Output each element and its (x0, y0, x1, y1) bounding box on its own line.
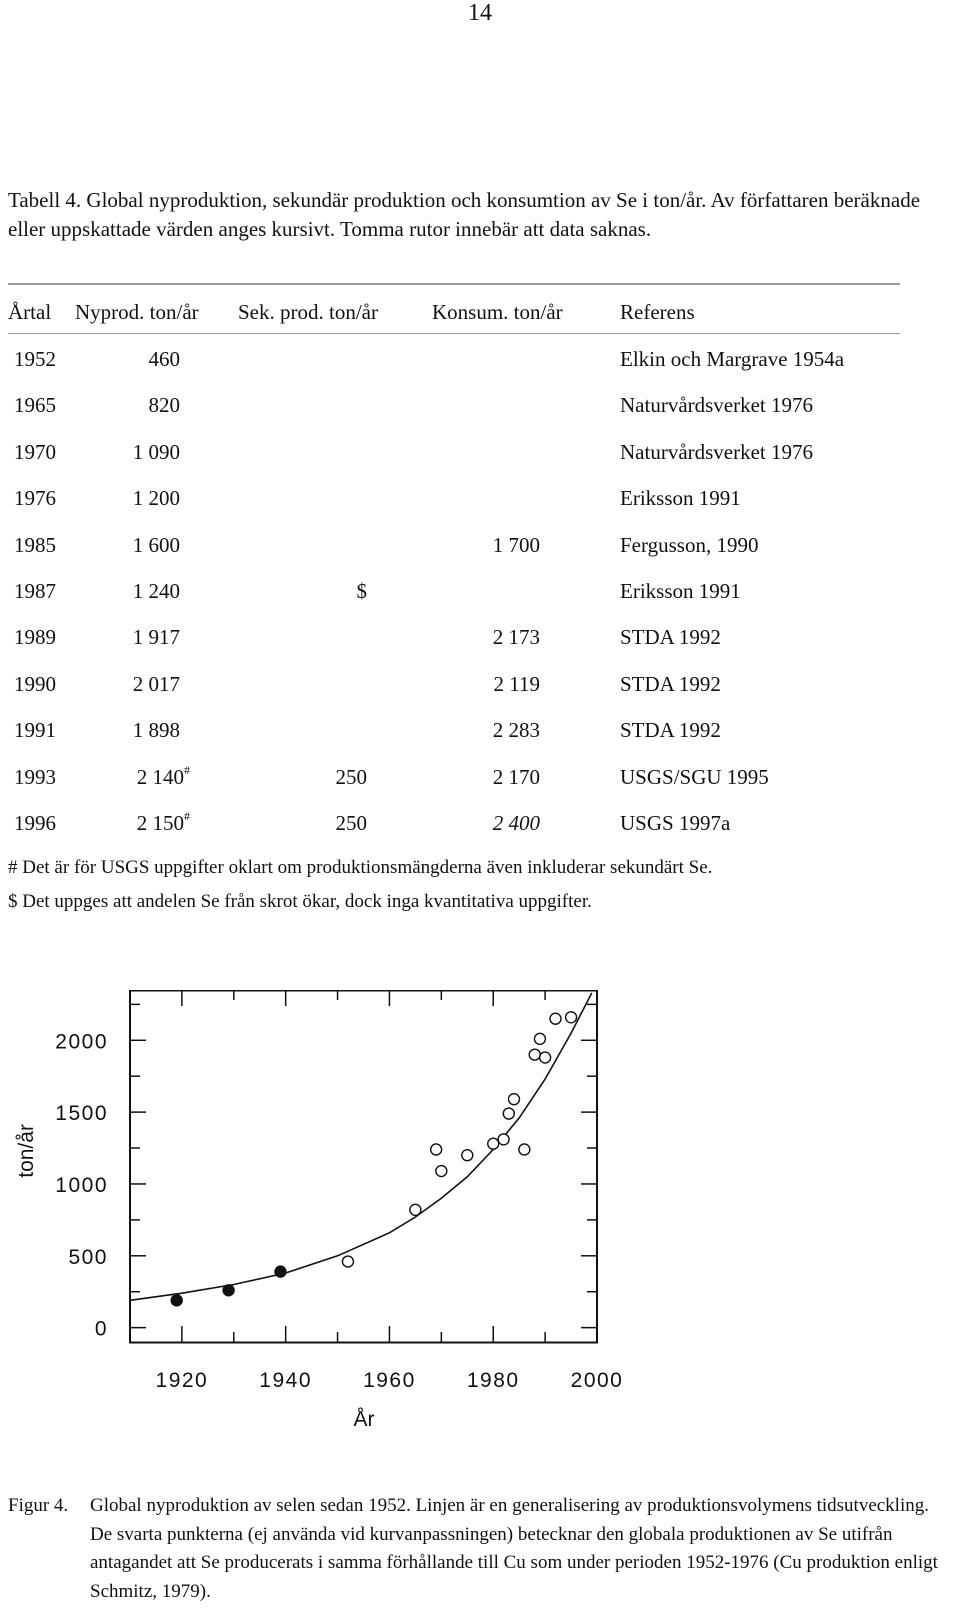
cell-year: 1987 (14, 579, 56, 603)
cell-year: 1996 (14, 811, 56, 835)
open-data-point (488, 1138, 499, 1149)
cell-sekprod: 250 (335, 764, 367, 789)
cell-konsum: 2 119 (493, 671, 540, 696)
x-axis-label: År (353, 1408, 375, 1431)
cell-nyprod: 2 140# (136, 762, 190, 789)
cell-nyprod: 1 240 (132, 579, 180, 603)
header-konsum: Konsum. ton/år (432, 300, 563, 324)
cell-year: 1976 (14, 486, 56, 511)
cell-nyprod: 1 200 (132, 486, 180, 511)
cell-sekprod: 250 (335, 811, 367, 835)
header-year: Årtal (8, 300, 52, 324)
open-data-point (508, 1094, 519, 1105)
cell-referens: STDA 1992 (620, 625, 721, 650)
figure-label: Figur 4. (8, 1495, 69, 1516)
open-data-point (540, 1052, 551, 1063)
x-tick-label: 2000 (570, 1369, 624, 1392)
open-data-point (534, 1033, 545, 1044)
cell-referens: Naturvårdsverket 1976 (620, 439, 814, 464)
open-data-point (436, 1166, 447, 1177)
open-data-point (503, 1108, 514, 1119)
cell-referens: STDA 1992 (620, 671, 721, 696)
cell-referens: Elkin och Margrave 1954a (620, 347, 845, 371)
footnote-dollar: $ Det uppges att andelen Se från skrot ökar, dock inga kvantitativa uppgifter. (8, 891, 592, 912)
figure-text: Global nyproduktion av selen sedan 1952. Linjen är en generalisering av produktionsvolymens tidsutveckling. De svarta punkterna (ej använda vid kurvanpassningen) betecknar den globala produktionen av Se utifrån antagandet att Se producerats i samma förhållande till Cu som under perioden 1952-1976 (Cu produktion enligt Schmitz, 1979). (90, 1495, 938, 1602)
footnote-mark: # (184, 809, 190, 823)
cell-year: 1985 (14, 532, 56, 557)
cell-year: 1993 (14, 764, 56, 789)
cell-konsum: 2 173 (492, 625, 540, 650)
cell-nyprod: 1 090 (132, 439, 180, 464)
y-tick-label: 2000 (55, 1030, 108, 1054)
open-data-point (462, 1150, 473, 1161)
cell-referens: Eriksson 1991 (620, 579, 741, 603)
y-tick-label: 1500 (55, 1102, 108, 1126)
x-tick-label: 1960 (363, 1369, 416, 1392)
cell-year: 1965 (14, 393, 56, 418)
cell-konsum: 2 170 (492, 764, 540, 789)
cell-nyprod: 2 017 (132, 671, 180, 696)
cell-year: 1991 (14, 718, 56, 743)
cell-year: 1989 (14, 625, 56, 650)
cell-nyprod: 1 917 (132, 625, 180, 650)
open-data-point (550, 1013, 561, 1024)
table-top-rule (8, 283, 900, 285)
footnote-mark: # (184, 762, 190, 777)
table-caption: Tabell 4. Global nyproduktion, sekundär produktion och konsumtion av Se i ton/år. Av författaren beräknade eller uppskattade värden anges kursivt. Tomma rutor innebär att data saknas. (8, 188, 921, 241)
cell-nyprod: 1 898 (132, 718, 180, 743)
cell-nyprod: 460 (148, 347, 180, 371)
filled-data-point (223, 1285, 234, 1296)
cell-year: 1952 (14, 347, 56, 371)
header-sekprod: Sek. prod. ton/år (238, 300, 378, 324)
cell-referens: Fergusson, 1990 (620, 532, 759, 557)
header-nyprod: Nyprod. ton/år (75, 300, 199, 324)
cell-year: 1990 (14, 671, 56, 696)
x-tick-label: 1920 (155, 1369, 209, 1392)
cell-referens: USGS/SGU 1995 (620, 764, 769, 789)
footnote-hash: # Det är för USGS uppgifter oklart om produktionsmängderna även inkluderar sekundärt Se. (8, 857, 713, 878)
x-tick-label: 1980 (466, 1369, 520, 1392)
cell-konsum: 2 283 (492, 718, 540, 743)
y-tick-label: 0 (94, 1317, 108, 1341)
cell-referens: STDA 1992 (620, 718, 721, 743)
cell-referens: Eriksson 1991 (620, 486, 741, 511)
cell-year: 1970 (14, 439, 56, 464)
open-data-point (566, 1012, 577, 1023)
cell-nyprod: 820 (148, 393, 180, 418)
y-tick-label: 500 (68, 1245, 108, 1269)
open-data-point (410, 1204, 421, 1215)
open-data-point (342, 1256, 353, 1267)
page-number: 14 (468, 0, 492, 26)
cell-referens: USGS 1997a (620, 811, 731, 835)
open-data-point (529, 1049, 540, 1060)
open-data-point (519, 1144, 530, 1155)
cell-konsum: 1 700 (492, 532, 540, 557)
y-tick-label: 1000 (55, 1173, 108, 1197)
figure-caption (8, 1492, 953, 1606)
filled-data-point (171, 1295, 182, 1306)
cell-nyprod: 2 150# (136, 809, 190, 835)
production-chart (0, 990, 700, 1440)
open-data-point (431, 1144, 442, 1155)
table-header-rule (8, 333, 900, 334)
filled-data-point (275, 1266, 286, 1277)
open-data-point (498, 1134, 509, 1145)
cell-konsum: 2 400 (492, 811, 540, 835)
cell-sekprod: $ (356, 579, 367, 603)
header-referens: Referens (620, 300, 695, 324)
cell-referens: Naturvårdsverket 1976 (620, 393, 814, 418)
cell-nyprod: 1 600 (132, 532, 180, 557)
y-axis-label: ton/år (15, 1124, 38, 1178)
x-tick-label: 1940 (259, 1369, 313, 1392)
